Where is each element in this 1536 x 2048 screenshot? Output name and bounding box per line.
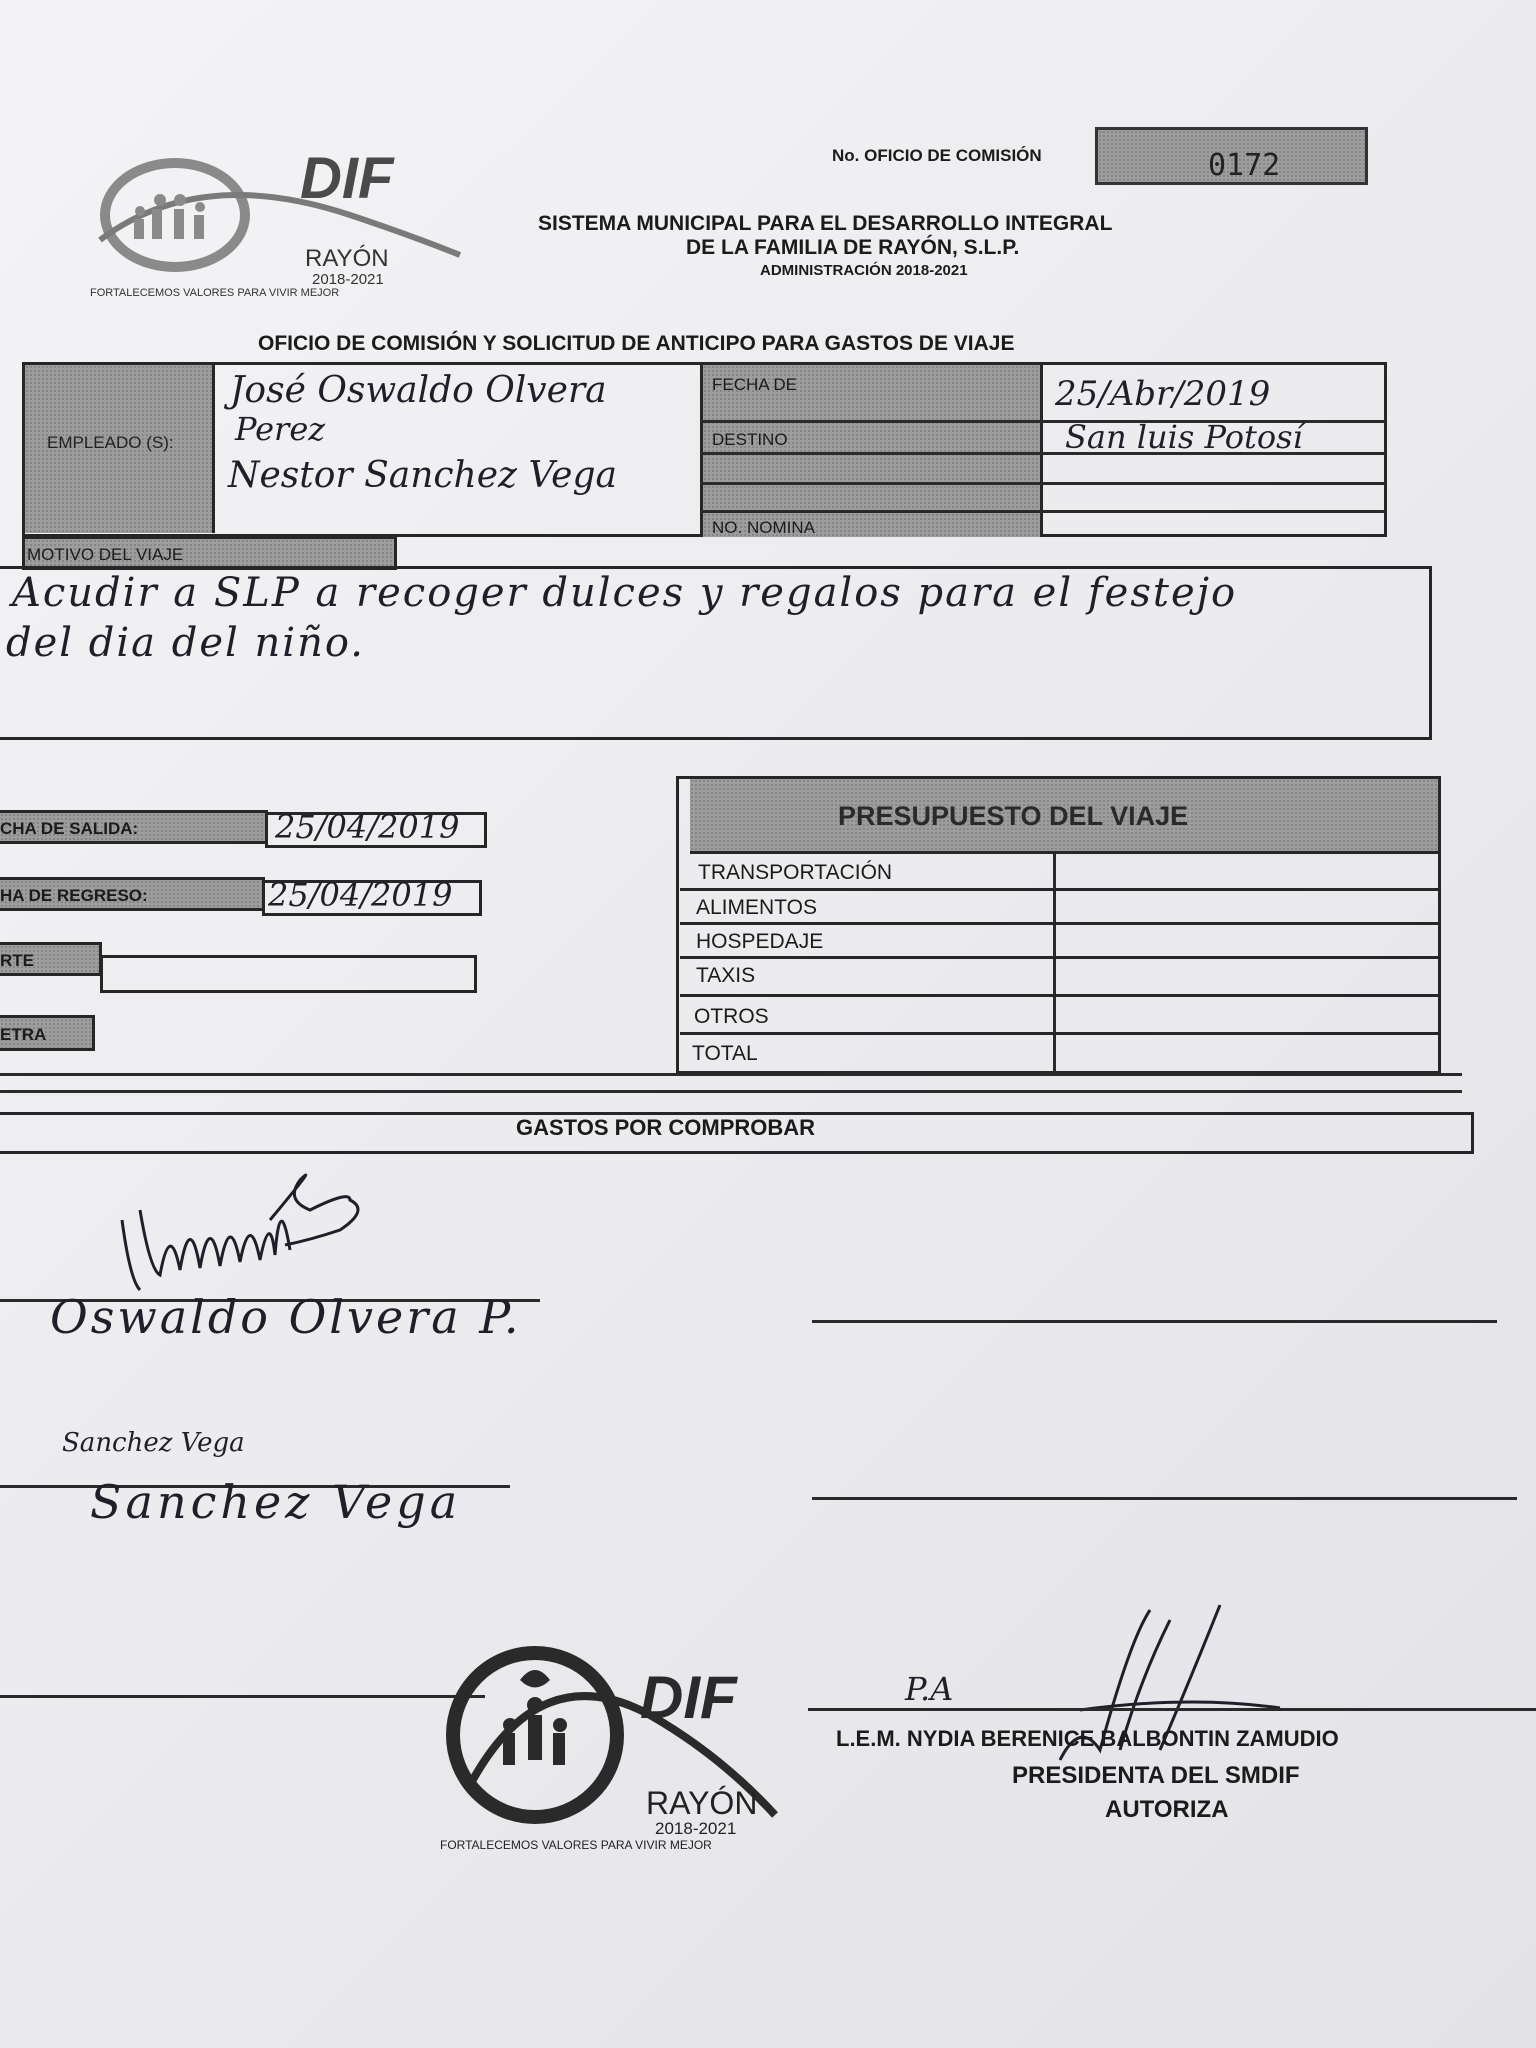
budget-row-label: TRANSPORTACIÓN [698,861,893,884]
destino-value: San luis Potosí [1065,418,1303,456]
salida-value: 25/04/2019 [275,808,460,846]
authority-title: PRESIDENTA DEL SMDIF [1012,1762,1300,1789]
org-line-1: SISTEMA MUNICIPAL PARA EL DESARROLLO INTEGRAL [538,212,1113,235]
salida-label-cell [0,810,268,844]
budget-row [680,891,1438,925]
stamp-place: RAYÓN [646,1785,758,1821]
motivo-label-cell [22,536,397,570]
logo-brand: DIF [300,146,394,211]
employee-label: EMPLEADO (S): [47,433,174,452]
budget-row-label: TAXIS [696,964,756,987]
signature-line [812,1320,1497,1323]
divider [700,510,1385,513]
stamp-slogan: FORTALECEMOS VALORES PARA VIVIR MEJOR [440,1838,712,1852]
employee-name-1-line-1: José Oswaldo Olvera [230,370,607,411]
motivo-line-1: Acudir a SLP a recoger dulces y regalos para el festejo [12,570,1238,616]
signature-scribble-icon [110,1150,430,1300]
dif-stamp-logo [440,1635,810,1865]
pa-initials: P.A [905,1670,954,1708]
rte-label: RTE [0,951,34,970]
budget-title-cell [690,779,1438,854]
destino-label: DESTINO [712,430,788,449]
stamp-brand: DIF [640,1664,737,1731]
org-line-3: ADMINISTRACIÓN 2018-2021 [760,262,968,279]
form-title: OFICIO DE COMISIÓN Y SOLICITUD DE ANTICIPO PARA GASTOS DE VIAJE [258,332,1015,355]
budget-row-label: ALIMENTOS [696,896,817,919]
rte-value-cell [100,955,477,993]
signature-2-name: Sanchez Vega [90,1475,462,1529]
budget-row [680,855,1438,891]
budget-row [680,959,1438,997]
dif-logo [80,145,480,305]
signature-line [812,1497,1517,1500]
authority-name: L.E.M. NYDIA BERENICE BALBONTIN ZAMUDIO [836,1726,1339,1751]
authority-role: AUTORIZA [1105,1796,1229,1823]
signature-1-name: Oswaldo Olvera P. [50,1290,522,1344]
org-line-2: DE LA FAMILIA DE RAYÓN, S.L.P. [686,236,1020,259]
oficio-number: 0172 [1208,148,1281,183]
regreso-value: 25/04/2019 [268,876,453,914]
budget-row-label: OTROS [694,1005,769,1028]
divider [700,482,1385,485]
budget-row [680,997,1438,1035]
logo-place: RAYÓN [305,245,389,272]
gastos-label: GASTOS POR COMPROBAR [516,1115,816,1140]
signature-line [0,1695,485,1698]
stamp-years: 2018-2021 [655,1819,737,1838]
employee-name-2: Nestor Sanchez Vega [228,455,617,496]
fecha-value: 25/Abr/2019 [1055,374,1271,414]
etra-label-cell [0,1015,95,1051]
motivo-line-2: del dia del niño. [6,620,365,666]
logo-slogan: FORTALECEMOS VALORES PARA VIVIR MEJOR [90,287,340,299]
section-line [0,1090,1462,1093]
employee-label-cell [25,365,215,533]
employee-name-1-line-2: Perez [235,410,326,448]
budget-row [680,925,1438,959]
signature-2-small: Sanchez Vega [62,1428,245,1458]
rte-label-cell [0,942,102,976]
regreso-label-cell [0,877,265,911]
logo-years: 2018-2021 [312,271,384,288]
nomina-label: NO. NOMINA [712,518,815,537]
budget-row-label: TOTAL [692,1042,758,1065]
etra-label: ETRA [0,1025,47,1044]
fecha-label: FECHA DE [712,375,798,394]
section-line [0,1073,1462,1076]
oficio-label: No. OFICIO DE COMISIÓN [832,146,1042,165]
family-emblem-icon [80,145,500,295]
budget-title: PRESUPUESTO DEL VIAJE [838,801,1189,831]
oficio-number-box [1095,127,1368,185]
motivo-label: MOTIVO DEL VIAJE [27,545,184,564]
signature-line [808,1708,1536,1711]
budget-row-label: HOSPEDAJE [696,930,824,953]
regreso-label: HA DE REGRESO: [0,886,148,905]
budget-row [680,1035,1438,1073]
salida-label: CHA DE SALIDA: [0,819,139,838]
